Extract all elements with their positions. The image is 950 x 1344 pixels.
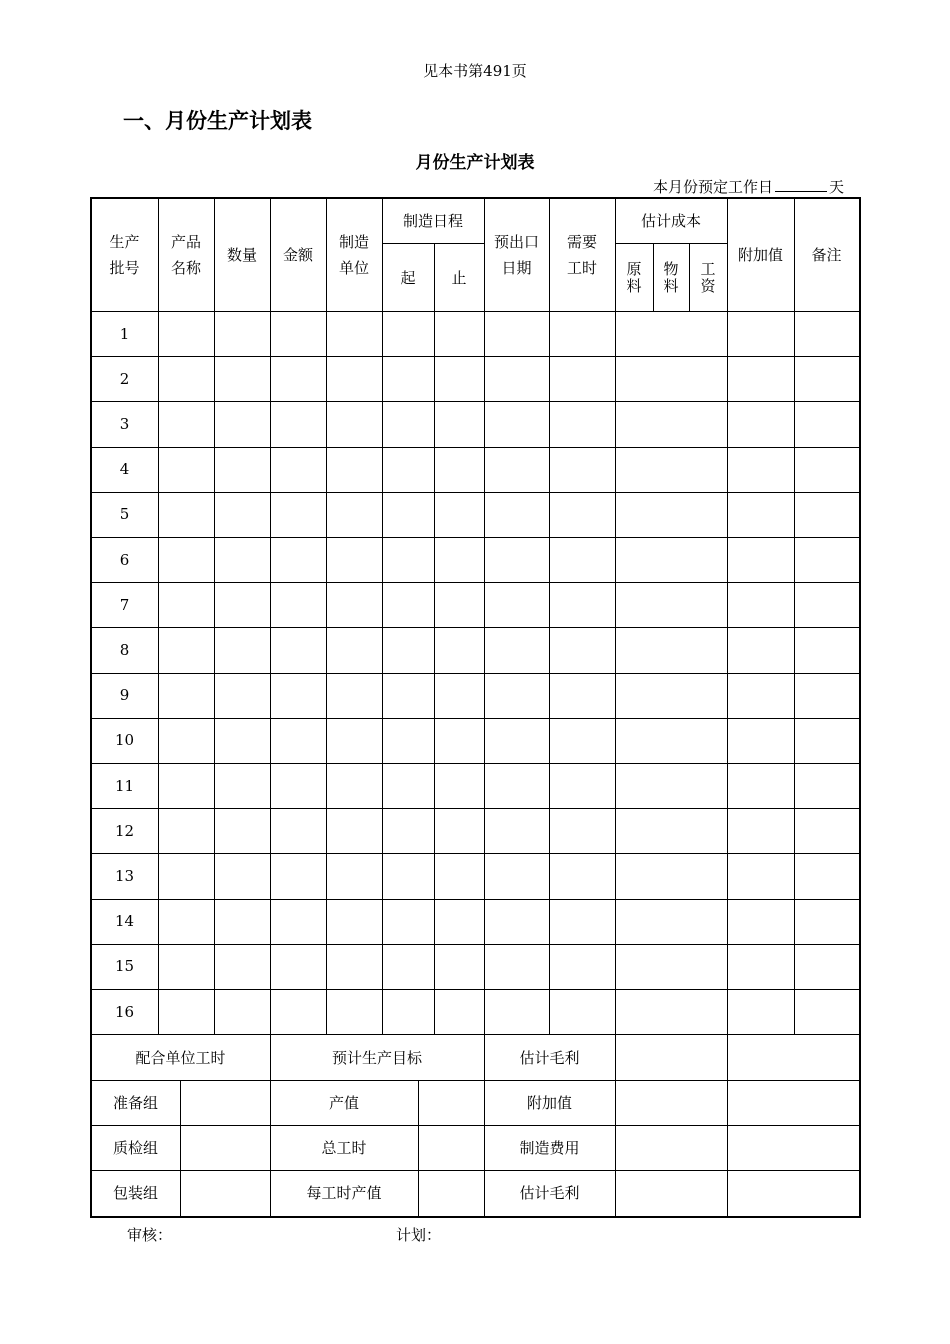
grid-line: [418, 1080, 419, 1216]
grid-line: [270, 197, 271, 1034]
grid-line: [90, 989, 859, 990]
row-number: 6: [119, 550, 130, 569]
grid-line: [270, 1034, 271, 1216]
review-label: 审核：: [127, 1226, 173, 1244]
row-number: 2: [119, 369, 130, 388]
grid-line: [90, 401, 859, 402]
header-qty: 数量: [226, 245, 257, 264]
grid-line: [180, 1080, 181, 1216]
header-start: 起: [400, 268, 416, 287]
summary-total-hours: 总工时: [321, 1138, 367, 1157]
header-est-cost: 估计成本: [640, 212, 701, 230]
workday-suffix: 天: [829, 178, 845, 196]
grid-line: [214, 197, 215, 1034]
grid-line: [90, 356, 859, 357]
row-number: 7: [119, 595, 130, 614]
grid-line: [90, 673, 859, 674]
grid-line: [615, 243, 727, 244]
grid-line: [90, 899, 859, 900]
summary-mfg-cost: 制造费用: [519, 1138, 580, 1157]
page-reference: 见本书第491页: [423, 62, 527, 80]
row-number: 9: [119, 686, 130, 705]
header-remark: 备注: [811, 245, 842, 264]
header-batch: 生产批号: [109, 232, 140, 277]
grid-line: [90, 763, 859, 764]
grid-line: [382, 243, 484, 244]
table-border: [859, 197, 861, 1218]
row-number: 8: [119, 640, 130, 659]
grid-line: [90, 582, 859, 583]
grid-line: [90, 1125, 859, 1126]
row-number: 10: [114, 731, 135, 750]
row-number: 16: [114, 1002, 135, 1021]
header-wage: 工资: [700, 259, 716, 295]
plan-label: 计划：: [396, 1226, 442, 1244]
summary-pack: 包装组: [112, 1184, 158, 1202]
row-number: 13: [114, 866, 135, 885]
header-hours: 需要工时: [566, 232, 597, 277]
grid-line: [90, 447, 859, 448]
header-product: 产品名称: [170, 232, 201, 277]
table-border: [90, 1216, 860, 1218]
row-number: 15: [114, 957, 135, 976]
summary-est-profit: 估计毛利: [519, 1048, 580, 1067]
grid-line: [90, 311, 859, 312]
grid-line: [727, 1034, 728, 1216]
grid-line: [90, 853, 859, 854]
table-border: [90, 197, 92, 1218]
grid-line: [434, 311, 435, 1034]
header-unit: 制造单位: [338, 232, 369, 277]
grid-line: [484, 197, 485, 1034]
header-ship-date: 预出口日期: [493, 232, 539, 277]
grid-line: [90, 1034, 859, 1035]
grid-line: [794, 197, 795, 1034]
grid-line: [90, 944, 859, 945]
summary-added-value: 附加值: [526, 1093, 572, 1112]
grid-line: [727, 197, 728, 1034]
row-number: 14: [114, 912, 135, 931]
grid-line: [484, 1034, 485, 1216]
header-material: 物料: [663, 259, 679, 295]
grid-line: [615, 1034, 616, 1216]
summary-output: 产值: [328, 1093, 359, 1112]
grid-line: [90, 808, 859, 809]
grid-line: [689, 244, 690, 311]
grid-line: [653, 244, 654, 311]
row-number: 1: [119, 324, 130, 343]
table-title: 月份生产计划表: [415, 153, 535, 173]
summary-target: 预计生产目标: [331, 1048, 422, 1067]
row-number: 4: [119, 460, 130, 479]
grid-line: [90, 1170, 859, 1171]
grid-line: [90, 1080, 859, 1081]
summary-per-hour: 每工时产值: [306, 1184, 382, 1202]
summary-est-profit-2: 估计毛利: [519, 1184, 580, 1202]
row-number: 5: [119, 505, 130, 524]
grid-line: [382, 197, 383, 1034]
row-number: 11: [114, 776, 135, 795]
header-end: 止: [451, 268, 467, 287]
grid-line: [90, 627, 859, 628]
summary-coop-hours: 配合单位工时: [135, 1048, 226, 1067]
summary-prep: 准备组: [112, 1093, 158, 1112]
header-schedule: 制造日程: [402, 212, 463, 230]
table-border: [90, 197, 860, 199]
workday-prefix: 本月份预定工作日: [653, 178, 774, 196]
row-number: 12: [114, 821, 135, 840]
grid-line: [615, 197, 616, 1034]
section-heading: 一、月份生产计划表: [123, 109, 312, 133]
row-number: 3: [119, 414, 130, 433]
grid-line: [434, 244, 435, 311]
header-raw: 原料: [626, 259, 642, 295]
grid-line: [326, 197, 327, 1034]
grid-line: [549, 197, 550, 1034]
header-amount: 金额: [282, 245, 313, 264]
header-added-value: 附加值: [737, 245, 783, 264]
grid-line: [158, 197, 159, 1034]
grid-line: [90, 537, 859, 538]
grid-line: [90, 492, 859, 493]
grid-line: [90, 718, 859, 719]
summary-qc: 质检组: [112, 1138, 158, 1157]
